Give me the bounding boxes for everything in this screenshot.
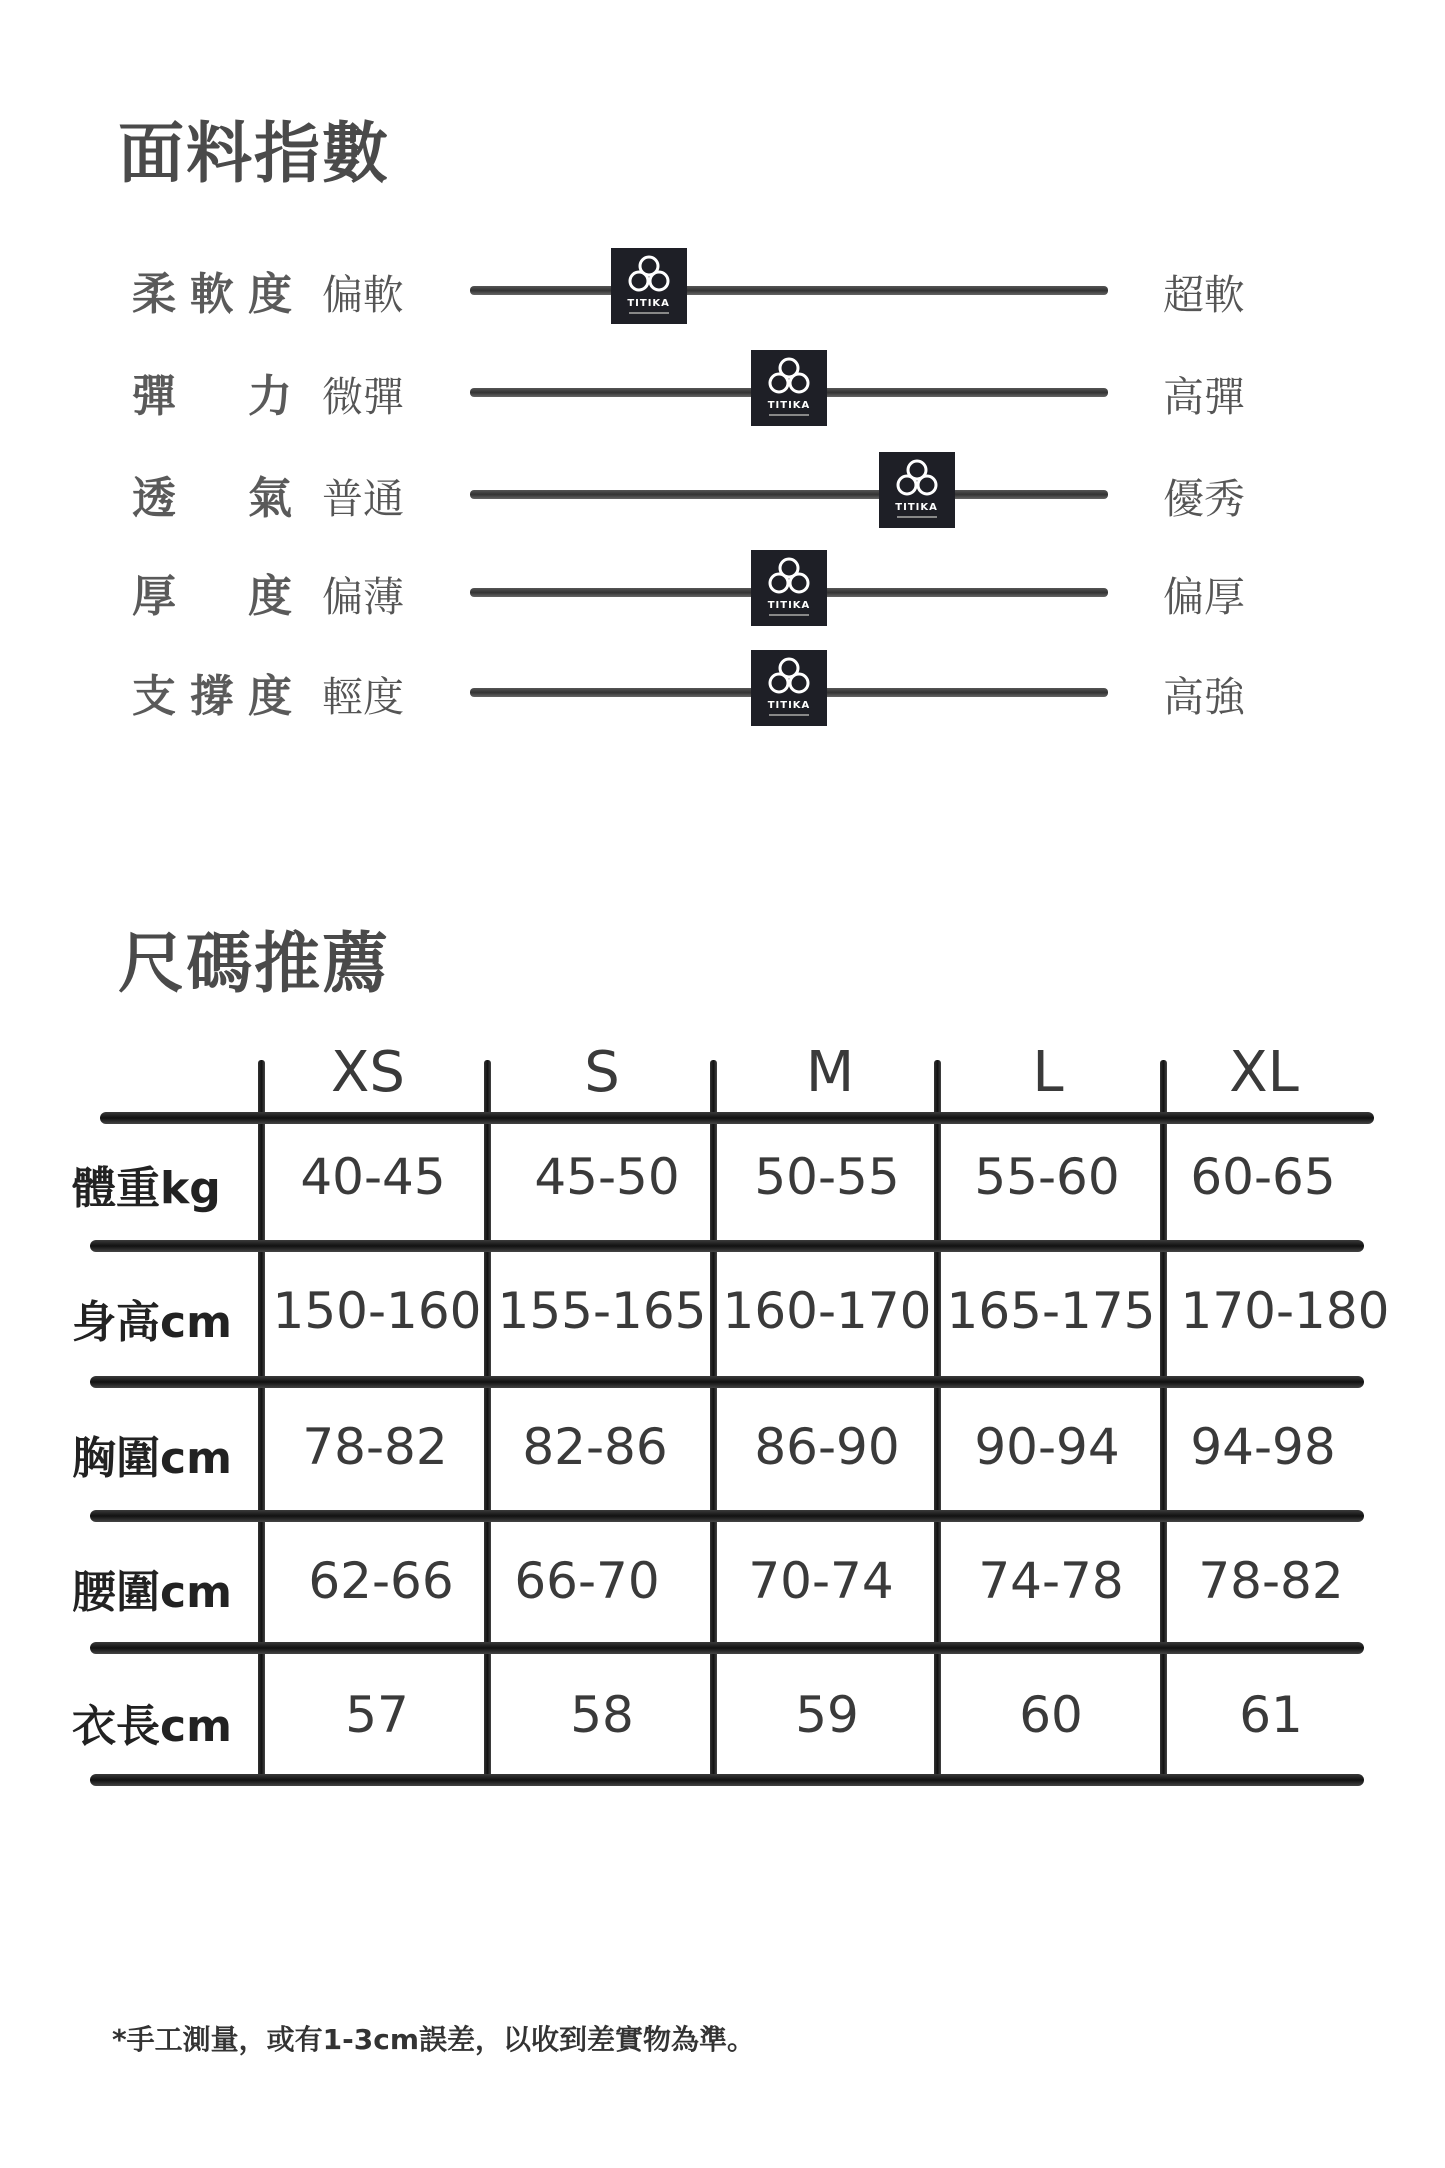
table-cell: 160-170	[722, 1282, 932, 1340]
table-cell: 40-45	[300, 1148, 446, 1206]
table-cell: 55-60	[974, 1148, 1120, 1206]
row-label-height: 身高cm	[72, 1297, 232, 1348]
fabric-row-thickness	[0, 550, 1445, 640]
table-cell: 78-82	[1198, 1552, 1344, 1610]
table-hline	[100, 1112, 1374, 1124]
marker-tagline	[769, 414, 809, 416]
fabric-high-label: 優秀	[1163, 475, 1245, 523]
measurement-note: *手工測量，或有1-3cm誤差，以收到差實物為準。	[112, 2023, 756, 2056]
table-cell: 165-175	[946, 1282, 1156, 1340]
trefoil-logo-icon	[767, 556, 811, 596]
marker-tagline	[769, 714, 809, 716]
marker-brand: TITIKA	[895, 502, 938, 513]
trefoil-logo-icon	[767, 656, 811, 696]
fabric-high-label: 超軟	[1163, 271, 1245, 319]
table-cell: 59	[795, 1686, 859, 1744]
table-cell: 78-82	[302, 1418, 448, 1476]
fabric-high-label: 偏厚	[1163, 573, 1245, 621]
row-label-length: 衣長cm	[72, 1701, 232, 1752]
fabric-level-marker	[751, 350, 827, 426]
table-cell: 70-74	[748, 1552, 894, 1610]
marker-tagline	[629, 312, 669, 314]
fabric-track	[470, 490, 1108, 499]
fabric-row-label: 柔軟度	[132, 269, 292, 320]
size-col-xl: XL	[1229, 1040, 1299, 1105]
marker-brand: TITIKA	[767, 700, 811, 711]
fabric-low-label: 微彈	[322, 373, 404, 421]
table-cell: 45-50	[534, 1148, 680, 1206]
marker-brand: TITIKA	[767, 600, 811, 611]
table-cell: 62-66	[308, 1552, 454, 1610]
table-hline	[90, 1376, 1364, 1388]
table-hline	[90, 1774, 1364, 1786]
fabric-row-breathability	[0, 452, 1445, 542]
fabric-row-softness	[0, 248, 1445, 338]
table-cell: 58	[570, 1686, 634, 1744]
fabric-low-label: 偏軟	[322, 271, 404, 319]
size-recommendation-title: 尺碼推薦	[118, 925, 390, 1002]
table-cell: 61	[1239, 1686, 1303, 1744]
fabric-level-marker	[751, 550, 827, 626]
table-cell: 94-98	[1190, 1418, 1336, 1476]
trefoil-logo-icon	[895, 458, 939, 498]
fabric-row-support	[0, 650, 1445, 740]
table-cell: 170-180	[1180, 1282, 1390, 1340]
table-cell: 66-70	[514, 1552, 660, 1610]
table-cell: 60-65	[1190, 1148, 1336, 1206]
trefoil-logo-icon	[627, 254, 671, 294]
fabric-high-label: 高強	[1163, 673, 1245, 721]
table-hline	[90, 1642, 1364, 1654]
fabric-row-label: 彈 力	[132, 371, 292, 422]
fabric-track	[470, 286, 1108, 295]
fabric-index-title: 面料指數	[118, 115, 390, 192]
table-cell: 155-165	[497, 1282, 707, 1340]
table-cell: 74-78	[978, 1552, 1124, 1610]
fabric-level-marker	[751, 650, 827, 726]
marker-brand: TITIKA	[767, 400, 811, 411]
fabric-row-elasticity	[0, 350, 1445, 440]
fabric-row-label: 支撐度	[132, 671, 292, 722]
fabric-row-label: 厚 度	[132, 571, 292, 622]
row-label-weight: 體重kg	[72, 1163, 221, 1214]
size-col-l: L	[1032, 1040, 1064, 1105]
table-cell: 82-86	[522, 1418, 668, 1476]
row-label-waist: 腰圍cm	[72, 1567, 232, 1618]
size-col-m: M	[805, 1040, 855, 1105]
table-cell: 86-90	[754, 1418, 900, 1476]
fabric-row-label: 透 氣	[132, 473, 292, 524]
fabric-high-label: 高彈	[1163, 373, 1245, 421]
marker-tagline	[897, 516, 937, 518]
table-hline	[90, 1510, 1364, 1522]
fabric-low-label: 偏薄	[322, 573, 404, 621]
table-cell: 57	[345, 1686, 409, 1744]
size-col-s: S	[584, 1040, 620, 1105]
row-label-chest: 胸圍cm	[72, 1433, 232, 1484]
size-col-xs: XS	[331, 1040, 405, 1105]
fabric-level-marker	[879, 452, 955, 528]
fabric-low-label: 普通	[322, 475, 404, 523]
marker-brand: TITIKA	[627, 298, 670, 309]
table-cell: 60	[1019, 1686, 1083, 1744]
fabric-level-marker	[611, 248, 687, 324]
table-hline	[90, 1240, 1364, 1252]
table-cell: 50-55	[754, 1148, 900, 1206]
marker-tagline	[769, 614, 809, 616]
fabric-low-label: 輕度	[322, 673, 404, 721]
table-cell: 150-160	[272, 1282, 482, 1340]
trefoil-logo-icon	[767, 356, 811, 396]
table-cell: 90-94	[974, 1418, 1120, 1476]
